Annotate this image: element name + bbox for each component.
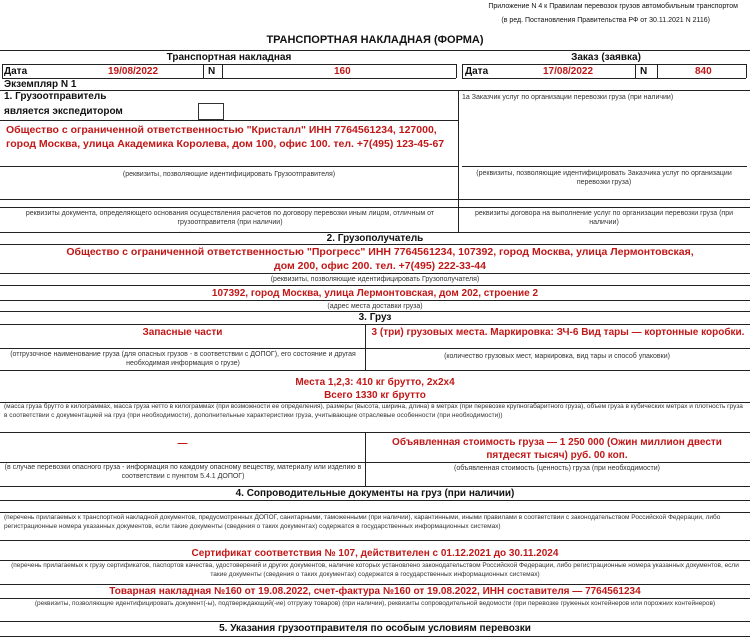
invoice-value: Товарная накладная №160 от 19.08.2022, счет-фактура №160 от 19.08.2022, ИНН составителя — 7764561234: [109, 586, 641, 597]
waybill-number-label: N: [208, 66, 216, 77]
cargo-weight-hint: (масса груза брутто в килограммах, масса груза нетто в килограммах (при возможности ее определения), размеры (высота, ширина, длина) в метрах (при перевозке крупногабаритного груза), объем груза в кубических метрах и плотность груза в соответствии с документацией на груз (при необходимости), дополнительные характеристики груза, учитывающие отраслевые особенности (при необходимости)): [4, 403, 743, 419]
certificate-value: Сертификат соответствия № 107, действителен с 01.12.2021 до 30.11.2024: [191, 548, 559, 559]
consignee-hint: (реквизиты, позволяющие идентифицировать Грузополучателя): [270, 276, 480, 283]
shipper-value: Общество с ограниченной ответственностью "Кристалл" ИНН 7764561234, 127000, город Москва, улица Академика Королева, дом 100, офис 100. тел. +7(495) 123-45-67: [6, 124, 445, 150]
waybill-section-label: Транспортная накладная: [166, 52, 292, 63]
forwarder-label: является экспедитором: [4, 106, 123, 117]
instructions-heading: 5. Указания грузоотправителя по особым условиям перевозки: [219, 623, 531, 634]
cargo-weight-line1: Места 1,2,3: 410 кг брутто, 2х2х4: [295, 377, 455, 388]
consignee-value: Общество с ограниченной ответственностью "Прогресс" ИНН 7764561234, 107392, город Москва, улица Лермонтовская, дом 200, офис 200. тел. +7(495) 222-33-44: [66, 246, 694, 272]
page-title: ТРАНСПОРТНАЯ НАКЛАДНАЯ (ФОРМА): [266, 34, 484, 46]
cargo-places-hint: (количество грузовых мест, маркировка, вид тары и способ упаковки): [444, 353, 670, 360]
appendix-note-line1: Приложение N 4 к Правилам перевозок грузов автомобильным транспортом: [488, 3, 738, 10]
documents-list-hint: (перечень прилагаемых к транспортной накладной документов, предусмотренных ДОПОГ, санитарными, таможенными (при наличии), карантинными, иными правилами в соответствии с законодательством Российской Федерации, либо регистрационные номера указанных документов, если такие документы (сведения о таких документах) содержатся в государственных информационных системах): [4, 514, 721, 530]
order-number-label: N: [640, 66, 648, 77]
waybill-date-value: 19/08/2022: [108, 66, 159, 77]
cargo-name-value: Запасные части: [142, 327, 223, 338]
certificate-hint: (перечень прилагаемых к грузу сертификатов, паспортов качества, удостоверений и других документов, наличие которых установлено законодательством Российской Федерации, либо регистрационные номера указанных документов, если такие документы (сведения о таких документах) содержатся в государственных информационных системах): [11, 562, 739, 578]
dangerous-cargo-value: —: [177, 438, 188, 449]
order-date-value: 17/08/2022: [543, 66, 594, 77]
customer-services-hint: 1а Заказчик услуг по организации перевозки груза (при наличии): [462, 94, 674, 101]
consignee-heading: 2. Грузополучатель: [326, 233, 424, 244]
appendix-note-line2: (в ред. Постановления Правительства РФ от 30.11.2021 N 2116): [501, 17, 710, 24]
documents-heading: 4. Сопроводительные документы на груз (при наличии): [235, 488, 515, 499]
copy-number: Экземпляр N 1: [4, 79, 77, 90]
cargo-places-value: 3 (три) грузовых места. Маркировка: ЗЧ-6 Вид тары — кортонные коробки.: [371, 327, 745, 338]
delivery-address-hint: (адрес места доставки груза): [327, 303, 423, 310]
settlement-doc-hint: реквизиты документа, определяющего основания осуществления расчетов по договору перевозки иным лицом, отличным от грузоотправителя (при наличии): [25, 210, 435, 226]
contract-hint: реквизиты договора на выполнение услуг по организации перевозки груза (при наличии): [474, 210, 733, 226]
declared-value: Объявленная стоимость груза — 1 250 000 (Ожин миллион двести пятдесят тысяч) руб. 00 коп.: [392, 437, 722, 461]
declared-value-hint: (объявленная стоимость (ценность) груза (при необходимости): [454, 465, 660, 472]
cargo-heading: 3. Груз: [358, 312, 392, 323]
cargo-weight-line2: Всего 1330 кг брутто: [324, 390, 426, 401]
shipper-hint: (реквизиты, позволяющие идентифицировать Грузоотправителя): [122, 171, 336, 178]
forwarder-checkbox[interactable]: [198, 103, 224, 120]
delivery-address-value: 107392, город Москва, улица Лермонтовская, дом 202, строение 2: [211, 288, 539, 299]
invoice-hint: (реквизиты, позволяющие идентифицировать документ(-ы), подтверждающий(-ие) отгрузку товаров) (при наличии), реквизиты сопроводительной ведомости (при перевозке груженых контейнеров или порожних контейнеров): [34, 600, 716, 607]
order-date-label: Дата: [465, 66, 489, 77]
dangerous-cargo-hint: (в случае перевозки опасного груза - информация по каждому опасному веществу, материалу или изделию в соответствии с пунктом 5.4.1 ДОПОГ): [4, 464, 362, 480]
waybill-date-label: Дата: [4, 66, 28, 77]
order-number-value: 840: [695, 66, 712, 77]
cargo-name-hint: (отгрузочное наименование груза (для опасных грузов - в соответствии с ДОПОГ), его состояние и другая необходимая информация о грузе): [10, 351, 356, 367]
shipper-heading: 1. Грузоотправитель: [4, 91, 107, 102]
waybill-number-value: 160: [334, 66, 351, 77]
order-section-label: Заказ (заявка): [571, 52, 641, 63]
customer-requisites-hint: (реквизиты, позволяющие идентифицировать Заказчика услуг по организации перевозки груза): [476, 170, 732, 186]
